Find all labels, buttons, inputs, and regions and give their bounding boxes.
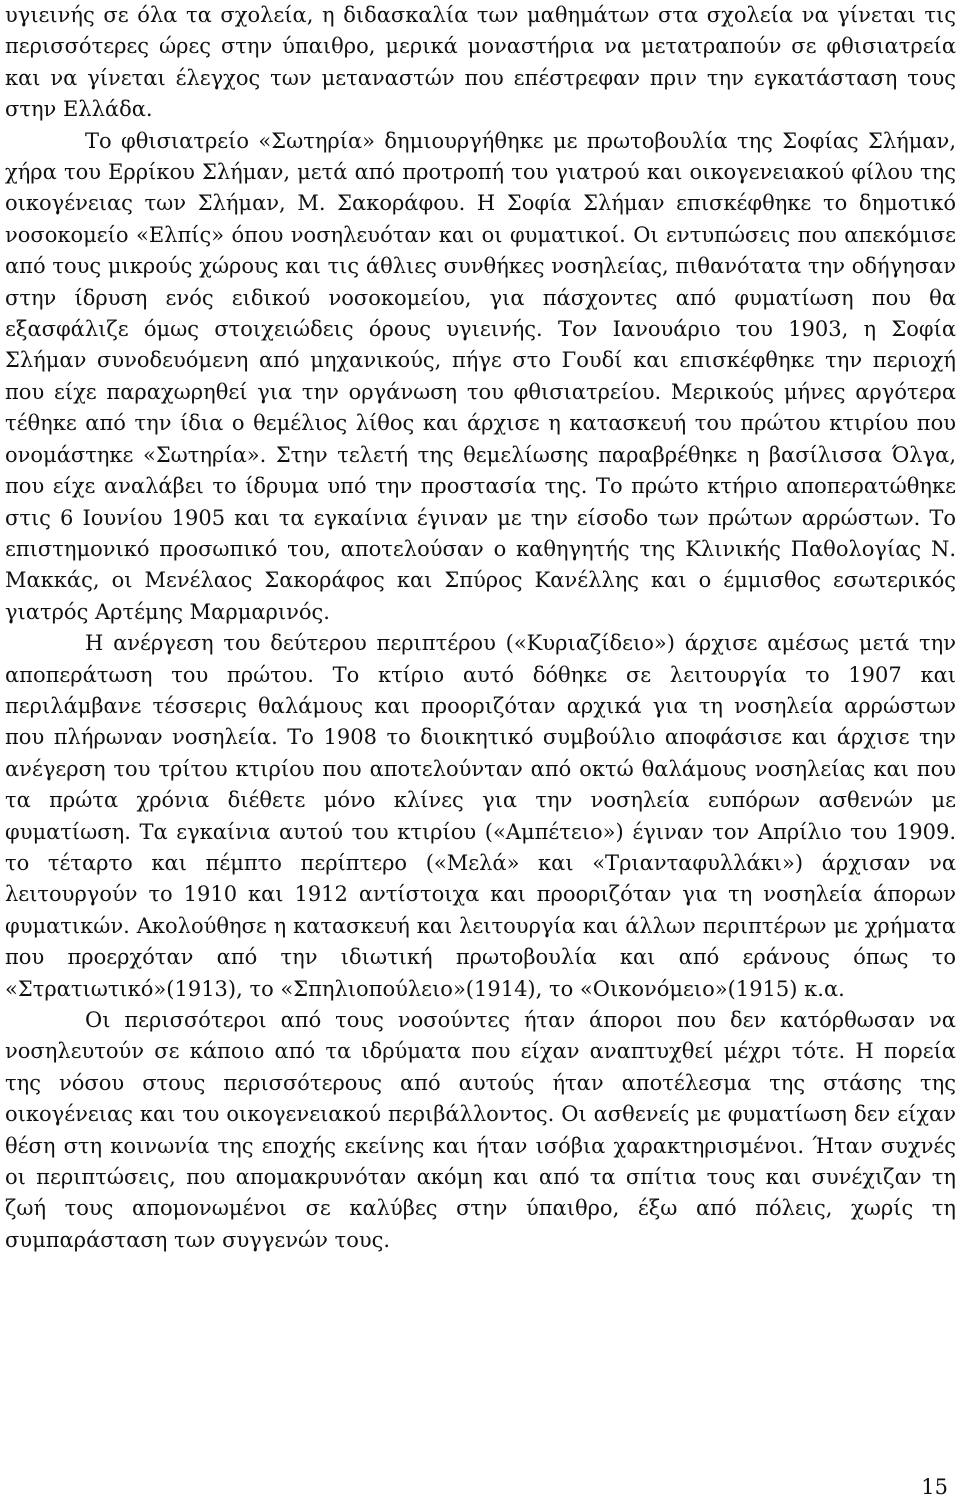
paragraph-2: Το φθισιατρείο «Σωτηρία» δημιουργήθηκε με πρωτοβουλία της Σοφίας Σλήμαν, χήρα του Ερρίκου Σλήμαν, μετά από προτροπή του γιατρού και οικογενειακού φίλου της οικογένειας των Σλήμαν, Μ. Σακοράφου. Η Σοφία Σλήμαν επισκέφθηκε το δημοτικό νοσοκομείο «Ελπίς» όπου νοσηλευόταν και οι φυματικοί. Οι εντυπώσεις που απεκόμισε από τους μικρούς χώρους και τις άθλιες συνθήκες νοσηλείας, πιθανότατα την οδήγησαν στην ίδρυση ενός ειδικού νοσοκομείου, για πάσχοντες από φυματίωση που θα εξασφάλιζε όμως στοιχειώδεις όρους υγιεινής. Τον Ιανουάριο του 1903, η Σοφία Σλήμαν συνοδευόμενη από μηχανικούς, πήγε στο Γουδί και επισκέφθηκε την περιοχή που είχε παραχωρηθεί για την οργάνωση του φθισιατρείου. Μερικούς μήνες αργότερα τέθηκε από την ίδια ο θεμέλιος λίθος και άρχισε η κατασκευή του πρώτου κτιρίου που ονομάστηκε «Σωτηρία». Στην τελετή της θεμελίωσης παραβρέθηκε η βασίλισσα Όλγα, που είχε αναλάβει το ίδρυμα υπό την προστασία της. Το πρώτο κτήριο αποπερατώθηκε στις 6 Ιουνίου 1905 και τα εγκαίνια έγιναν με την είσοδο των πρώτων αρρώστων. Το επιστημονικό προσωπικό του, αποτελούσαν ο καθηγητής της Κλινικής Παθολογίας Ν. Μακκάς, οι Μενέλαος Σακοράφος και Σπύρος Κανέλλης και ο έμμισθος εσωτερικός γιατρός Αρτέμης Μαρμαρινός. [5, 128, 956, 624]
document-page [5, 0, 956, 1256]
paragraph-3: Η ανέργεση του δεύτερου περιπτέρου («Κυριαζίδειο») άρχισε αμέσως μετά την αποπεράτωση του πρώτου. Το κτίριο αυτό δόθηκε σε λειτουργία το 1907 και περιλάμβανε τέσσερις θαλάμους και προοριζόταν αρχικά για τη νοσηλεία αρρώστων που πλήρωναν νοσηλεία. Το 1908 το διοικητικό συμβούλιο αποφάσισε και άρχισε την ανέγερση του τρίτου κτιρίου που αποτελούνταν από οκτώ θαλάμους νοσηλείας και που τα πρώτα χρόνια διέθετε μόνο κλίνες για την νοσηλεία ευπόρων ασθενών με φυματίωση. Τα εγκαίνια αυτού του κτιρίου («Αμπέτειο») έγιναν τον Απρίλιο του 1909. το τέταρτο και πέμπτο περίπτερο («Μελά» και «Τριανταφυλλάκι») άρχισαν να λειτουργούν το 1910 και 1912 αντίστοιχα και προοριζόταν για τη νοσηλεία άπορων φυματικών. Ακολούθησε η κατασκευή και λειτουργία και άλλων περιπτέρων με χρήματα που προερχόταν από την ιδιωτική πρωτοβουλία και από εράνους όπως το «Στρατιωτικό»(1913), το «Σπηλιοπούλειο»(1914), το «Οικονόμειο»(1915) κ.α. [5, 631, 956, 1001]
page-number: 15 [921, 1475, 948, 1499]
paragraph-1: υγιεινής σε όλα τα σχολεία, η διδασκαλία των μαθημάτων στα σχολεία να γίνεται τις περισσότερες ώρες στην ύπαιθρο, μερικά μοναστήρια να μετατραπούν σε φθισιατρεία και να γίνεται έλεγχος των μεταναστών που επέστρεφαν πριν την εγκατάσταση τους στην Ελλάδα. [5, 3, 956, 122]
paragraph-4: Οι περισσότεροι από τους νοσούντες ήταν άποροι που δεν κατόρθωσαν να νοσηλευτούν σε κάποιο από τα ιδρύματα που είχαν αναπτυχθεί μέχρι τότε. Η πορεία της νόσου στους περισσότερους από αυτούς ήταν αποτέλεσμα της στάσης της οικογένειας και του οικογενειακού περιβάλλοντος. Οι ασθενείς με φυματίωση δεν είχαν θέση στη κοινωνία της εποχής εκείνης και ήταν ισόβια χαρακτηρισμένοι. Ήταν συχνές οι περιπτώσεις, που απομακρυνόταν ακόμη και από τα σπίτια τους και συνέχιζαν τη ζωή τους απομονωμένοι σε καλύβες στην ύπαιθρο, έξω από πόλεις, χωρίς τη συμπαράσταση των συγγενών τους. [5, 1008, 956, 1252]
